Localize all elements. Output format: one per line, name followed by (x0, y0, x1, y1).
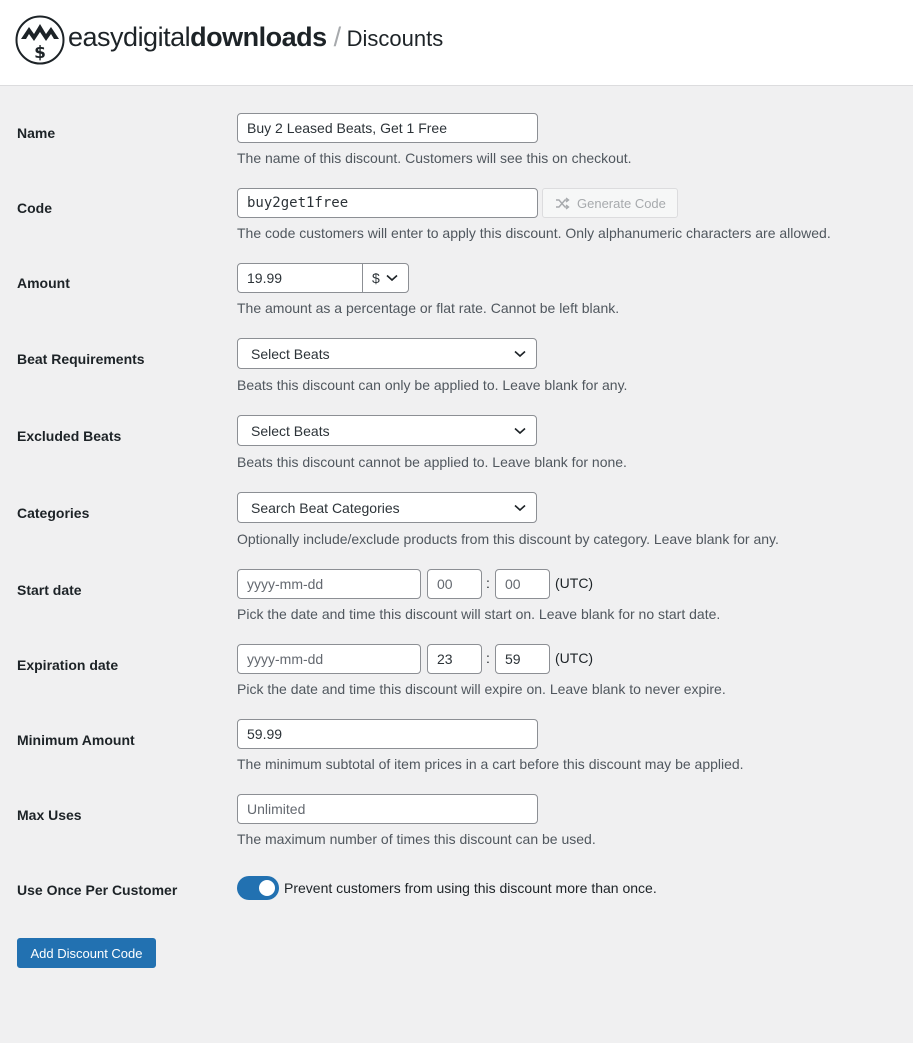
max-uses-label: Max Uses (17, 807, 82, 823)
excluded-beats-description: Beats this discount cannot be applied to. Leave blank for none. (237, 454, 627, 470)
generate-code-button[interactable] (542, 188, 678, 218)
expiration-hour-input[interactable]: 23 (427, 644, 482, 674)
amount-description: The amount as a percentage or flat rate. Cannot be left blank. (237, 300, 620, 316)
excluded-beats-placeholder: Select Beats (251, 422, 330, 439)
start-date-description: Pick the date and time this discount will start on. Leave blank for no start date. (237, 606, 721, 622)
brand-part-digital: digital (123, 22, 191, 52)
chevron-down-icon (514, 350, 526, 358)
start-hour-input[interactable]: 00 (427, 569, 482, 599)
max-uses-input[interactable]: Unlimited (237, 794, 538, 824)
start-minute-input[interactable]: 00 (495, 569, 550, 599)
max-uses-description: The maximum number of times this discount can be used. (237, 831, 596, 847)
code-label: Code (17, 200, 52, 216)
amount-input[interactable]: 19.99 (237, 263, 364, 293)
once-per-customer-label: Use Once Per Customer (17, 882, 178, 898)
excluded-beats-select[interactable] (237, 415, 537, 446)
start-date-label: Start date (17, 582, 82, 598)
expiration-timezone: (UTC) (555, 650, 594, 666)
toggle-knob (259, 880, 275, 896)
name-description: The name of this discount. Customers will see this on checkout. (237, 150, 632, 166)
expiration-time-colon: : (486, 650, 490, 666)
amount-type-value: $ (372, 270, 380, 286)
code-description: The code customers will enter to apply this discount. Only alphanumeric characters are allowed. (237, 225, 831, 241)
amount-label: Amount (17, 275, 70, 291)
excluded-beats-label: Excluded Beats (17, 428, 122, 444)
chevron-down-icon (514, 427, 526, 435)
code-input[interactable]: buy2get1free (237, 188, 538, 218)
brand-part-downloads: downloads (190, 22, 327, 52)
once-per-customer-toggle[interactable] (237, 876, 279, 900)
minimum-amount-input[interactable]: 59.99 (237, 719, 538, 749)
breadcrumb-separator: / (333, 22, 341, 52)
expiration-date-label: Expiration date (17, 657, 119, 673)
beat-requirements-description: Beats this discount can only be applied to. Leave blank for any. (237, 377, 628, 393)
minimum-amount-label: Minimum Amount (17, 732, 135, 748)
amount-type-select[interactable] (362, 263, 409, 293)
shuffle-icon (555, 197, 570, 210)
categories-select[interactable] (237, 492, 537, 523)
categories-label: Categories (17, 505, 90, 521)
beat-requirements-select[interactable] (237, 338, 537, 369)
beat-requirements-placeholder: Select Beats (251, 345, 330, 362)
chevron-down-icon (386, 274, 398, 282)
categories-placeholder: Search Beat Categories (251, 499, 400, 516)
chevron-down-icon (514, 504, 526, 512)
brand-title (68, 22, 443, 53)
minimum-amount-description: The minimum subtotal of item prices in a cart before this discount may be applied. (237, 756, 744, 772)
generate-code-label: Generate Code (577, 195, 666, 211)
expiration-minute-input[interactable]: 59 (495, 644, 550, 674)
categories-description: Optionally include/exclude products from this discount by category. Leave blank for any. (237, 531, 779, 547)
once-per-customer-description: Prevent customers from using this discount more than once. (284, 880, 657, 896)
page-title: Discounts (346, 26, 444, 51)
expiration-date-description: Pick the date and time this discount will expire on. Leave blank to never expire. (237, 681, 726, 697)
expiration-date-input[interactable]: yyyy-mm-dd (237, 644, 421, 674)
start-time-colon: : (486, 575, 490, 591)
page-header (0, 0, 913, 86)
svg-text:$: $ (34, 43, 46, 63)
brand-part-easy: easy (68, 22, 124, 52)
edd-logo-icon (15, 15, 65, 65)
name-input[interactable]: Buy 2 Leased Beats, Get 1 Free (237, 113, 538, 143)
add-discount-code-button[interactable]: Add Discount Code (17, 938, 156, 968)
start-timezone: (UTC) (555, 575, 594, 591)
name-label: Name (17, 125, 56, 141)
start-date-input[interactable]: yyyy-mm-dd (237, 569, 421, 599)
beat-requirements-label: Beat Requirements (17, 351, 145, 367)
